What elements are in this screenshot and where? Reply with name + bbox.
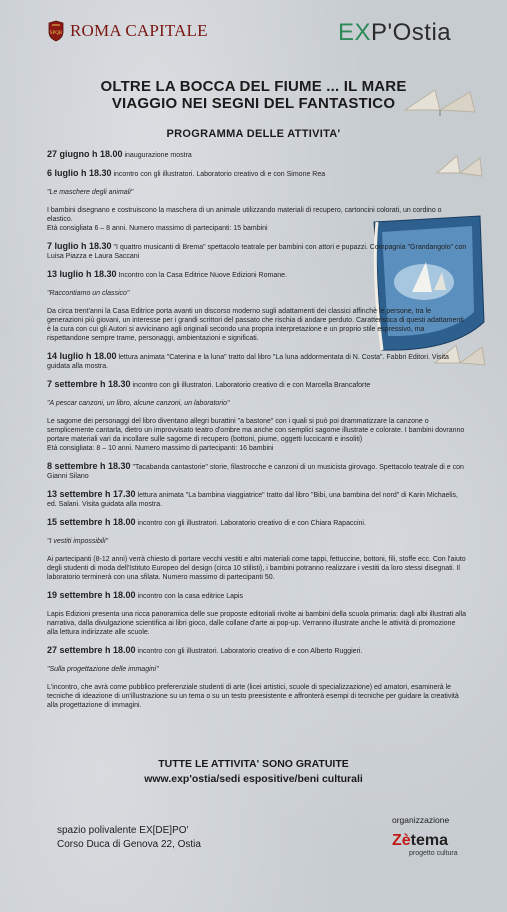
event-description: Lapis Edizioni presenta una ricca panoramica delle sue proposte editoriali rivolte ai bambini della scuola primaria: dagli albi illustrati alla narrativa, dalla divulgazione scientifica ai libri gioco, dalle collane d'arte ai pop-up. Verranno illustrate anche le attività di promozione alla lettura indirizzate alle scuole. [47, 611, 467, 636]
event-text: "I quattro musicanti di Brema" spettacolo teatrale per bambini con attori e pupazzi. Compagnia "Grandangolo" con Luisa Piazza e Laura Saccani [47, 244, 467, 260]
event-heading [47, 380, 467, 390]
event-item [47, 591, 467, 637]
event-item [47, 518, 467, 582]
event-heading [47, 242, 467, 261]
zetema-tagline: progetto cultura [409, 850, 458, 857]
roma-shield-icon [48, 20, 64, 42]
free-activities-notice: TUTTE LE ATTIVITA' SONO GRATUITE [158, 758, 349, 770]
event-item [47, 646, 467, 710]
event-description: Le sagome dei personaggi del libro diventano allegri burattini "a bastone" con i quali si può poi drammatizzare la canzone o semplicemente cantarla, dietro un improvvisato teatro d'ombre ma anche con semplici sagome illustrate e colorate. I bambini dovranno portare materiali vari da incollare sulle sagome di recupero (bottoni, piume, oggetti luccicanti e insoliti) [47, 418, 465, 443]
event-heading [47, 518, 467, 528]
event-extra: Età consigliata 6 – 8 anni. Numero massimo di partecipanti: 15 bambini [47, 225, 268, 232]
event-date: 7 settembre h 18.30 [47, 379, 131, 389]
event-date: 15 settembre h 18.00 [47, 517, 136, 527]
event-text: lettura animata "Caterina e la luna" tratto dal libro "La luna addormentata di N. Costa". Fabbri Editori. Visita guidata alla mostra. [47, 354, 449, 370]
event-extra: Età consigliata: 8 – 10 anni. Numero massimo di partecipanti: 16 bambini [47, 445, 274, 452]
event-date: 14 luglio h 18.00 [47, 351, 117, 361]
event-heading [47, 646, 467, 656]
zetema-logo-rest: tema [410, 832, 449, 849]
program-list [47, 150, 467, 719]
event-text: incontro con gli illustratori. Laboratorio creativo di e con Marcella Brancaforte [132, 382, 371, 389]
event-heading [47, 169, 467, 179]
website-link[interactable]: www.exp'ostia/sedi espositive/beni culturali [144, 773, 363, 785]
event-quote: "Sulla progettazione delle immagini" [47, 666, 159, 673]
roma-capitale-logo [48, 20, 208, 42]
event-item [47, 169, 467, 233]
event-quote: "Le maschere degli animali" [47, 189, 134, 196]
event-heading [47, 150, 467, 160]
page-title-line-1: OLTRE LA BOCCA DEL FIUME ... IL MARE [100, 78, 407, 95]
venue-address [57, 824, 201, 852]
program-subtitle: PROGRAMMA DELLE ATTIVITA' [166, 128, 341, 140]
event-date: 8 settembre h 18.30 [47, 461, 131, 471]
event-quote: "I vestiti impossibili" [47, 538, 108, 545]
event-heading [47, 270, 467, 280]
event-heading [47, 462, 467, 481]
event-description: L'incontro, che avrà come pubblico preferenziale studenti di arte (licei artistici, scuole di specializzazione) ed amatori, esaminerà le tecniche di ideazione di un'illustrazione su un tema o su un testo preesistente e affronterà esempi di tecniche per guidare la creatività alla progettazione di immagini. [47, 684, 459, 709]
svg-text:SPQR: SPQR [49, 31, 63, 36]
expostia-logo-rest: P'Ostia [371, 19, 452, 46]
event-text: incontro con gli illustratori. Laboratorio creativo di e con Chiara Rapaccini. [137, 520, 366, 527]
zetema-logo-first: Zè [392, 832, 411, 849]
event-item [47, 462, 467, 481]
event-quote: "A pescar canzoni, un libro, alcune canzoni, un laboratorio" [47, 400, 230, 407]
event-date: 27 settembre h 18.00 [47, 645, 136, 655]
event-item [47, 380, 467, 453]
event-quote: "Raccontiamo un classico" [47, 290, 130, 297]
event-text: "Tacabanda cantastorie" storie, filastrocche e canzoni di un musicista girovago. Spettacolo teatrale di e con Gianni Silano [47, 464, 464, 480]
event-item [47, 490, 467, 509]
venue-street: Corso Duca di Genova 22, Ostia [57, 839, 201, 850]
event-text: incontro con gli illustratori. Laboratorio creativo di e con Alberto Ruggieri. [137, 648, 363, 655]
page-title-line-2: VIAGGIO NEI SEGNI DEL FANTASTICO [111, 95, 396, 112]
event-item [47, 150, 467, 160]
event-text: inaugurazione mostra [124, 152, 192, 159]
event-date: 13 luglio h 18.30 [47, 269, 117, 279]
event-text: incontro con la casa editrice Lapis [137, 593, 243, 600]
event-description: Ai partecipanti (8-12 anni) verrà chiesto di portare vecchi vestiti e altri materiali come tappi, fettuccine, bottoni, fili, stoffe ecc. Con l'aiuto degli studenti di moda dell'Istituto Europeo del design (circa 10 stilisti), i bambini potranno realizzare i vestiti da loro stessi disegnati. Il laboratorio terminerà con una sfilata. Numero massimo di partecipanti 50. [47, 556, 466, 581]
event-date: 13 settembre h 17.30 [47, 489, 136, 499]
event-heading [47, 352, 467, 371]
event-date: 19 settembre h 18.00 [47, 590, 136, 600]
expostia-logo-prefix: EX [338, 19, 372, 46]
zetema-logo [392, 832, 448, 850]
event-date: 7 luglio h 18.30 [47, 241, 112, 251]
event-date: 6 luglio h 18.30 [47, 168, 112, 178]
event-heading [47, 490, 467, 509]
event-item [47, 352, 467, 371]
event-description: I bambini disegnano e costruiscono la maschera di un animale utilizzando materiali di recupero, cartoncini colorati, un cordino o elastico. [47, 207, 442, 223]
event-text: lettura animata "La bambina viaggiatrice" tratto dal libro "Bibi, una bambina del nord" di Karin Michaelis, ed. Salani. Visita guidata alla mostra. [47, 492, 458, 508]
roma-capitale-text: ROMA CAPITALE [70, 21, 208, 40]
event-date: 27 giugno h 18.00 [47, 149, 123, 159]
event-description: Da circa trent'anni la Casa Editrice porta avanti un discorso moderno sugli adattamenti dei classici affinchè le persone, tra le generazioni più giovani, un interesse per i grandi scrittori del passato che rischia di andare perduto. Caratteristica di questi adattamenti è la cura con cui gli Autori si avvicinano agli originali secondo una propria interpretazione e un proprio stile espressivo, ma rispettandone sempre trame, personaggi, ambientazioni e significati. [47, 308, 464, 342]
event-item [47, 242, 467, 261]
venue-name: spazio polivalente EX[DE]PO' [57, 825, 189, 836]
organization-label: organizzazione [392, 815, 450, 825]
event-item [47, 270, 467, 343]
event-heading [47, 591, 467, 601]
expostia-logo [338, 19, 451, 47]
event-text: Incontro con la Casa Editrice Nuove Edizioni Romane. [118, 272, 287, 279]
event-text: incontro con gli illustratori. Laboratorio creativo di e con Simone Rea [113, 171, 326, 178]
